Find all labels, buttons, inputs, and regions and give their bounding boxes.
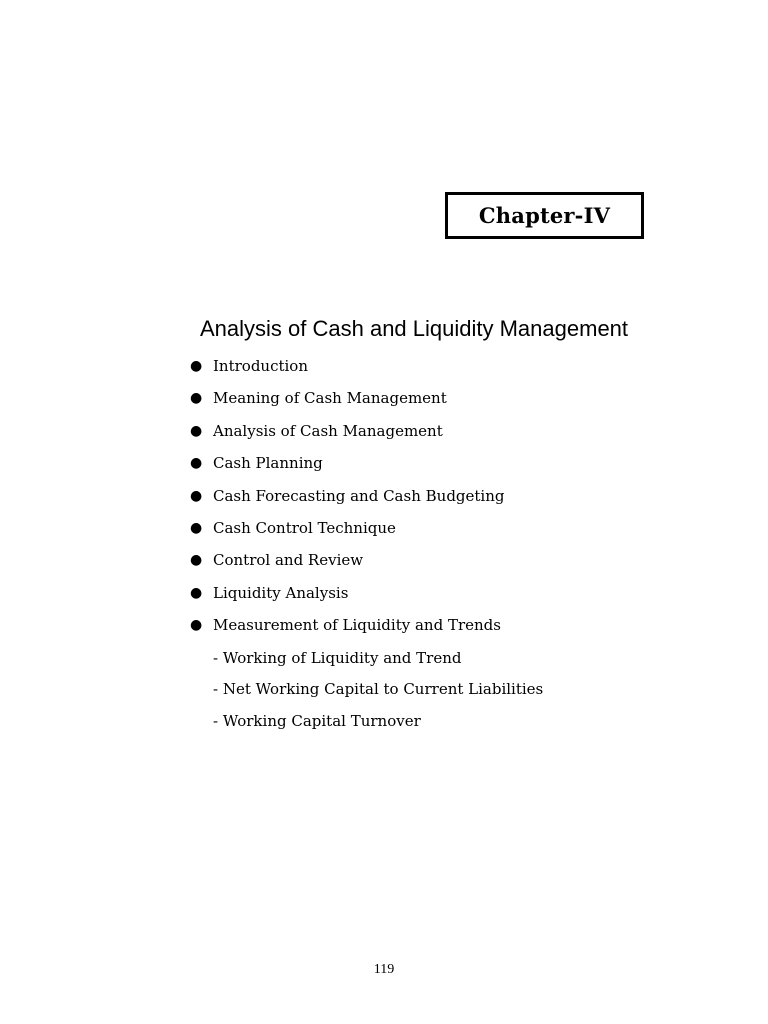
sub-list-item: - Working Capital Turnover: [213, 711, 421, 730]
list-item-label: Control and Review: [213, 551, 364, 570]
list-item: [189, 386, 543, 418]
list-item: [189, 419, 543, 451]
list-item: [189, 516, 543, 548]
list-item: [189, 613, 543, 645]
list-item: [189, 548, 543, 580]
sub-list-item: - Working of Liquidity and Trend: [213, 648, 462, 667]
chapter-label-box: [445, 192, 644, 239]
bullet-icon: ●: [190, 358, 203, 374]
topic-list: [189, 354, 543, 740]
bullet-icon: ●: [190, 584, 203, 601]
list-item: [189, 354, 543, 386]
list-item-label: Cash Forecasting and Cash Budgeting: [213, 486, 505, 505]
bullet-icon: ●: [190, 390, 203, 407]
list-item: [189, 581, 543, 613]
chapter-label: Chapter-IV: [478, 203, 611, 228]
bullet-icon: ●: [190, 422, 203, 439]
list-item-label: Cash Planning: [213, 454, 323, 473]
list-item-label: Liquidity Analysis: [213, 583, 349, 602]
sub-list-item: - Net Working Capital to Current Liabilities: [213, 680, 544, 699]
list-item-label: Analysis of Cash Management: [213, 421, 443, 440]
bullet-icon: ●: [190, 519, 203, 536]
bullet-icon: ●: [190, 617, 203, 634]
list-item: [189, 451, 543, 483]
page-title: Analysis of Cash and Liquidity Management: [200, 316, 629, 341]
list-item: [189, 484, 543, 516]
bullet-icon: ●: [190, 487, 203, 504]
list-item-label: Measurement of Liquidity and Trends: [213, 616, 501, 635]
bullet-icon: ●: [190, 455, 203, 472]
list-item-label: Cash Control Technique: [213, 518, 396, 537]
bullet-icon: ●: [190, 552, 203, 569]
page-number: 119: [373, 962, 395, 977]
list-item-label: Meaning of Cash Management: [213, 389, 447, 408]
list-item-label: Introduction: [213, 357, 308, 375]
